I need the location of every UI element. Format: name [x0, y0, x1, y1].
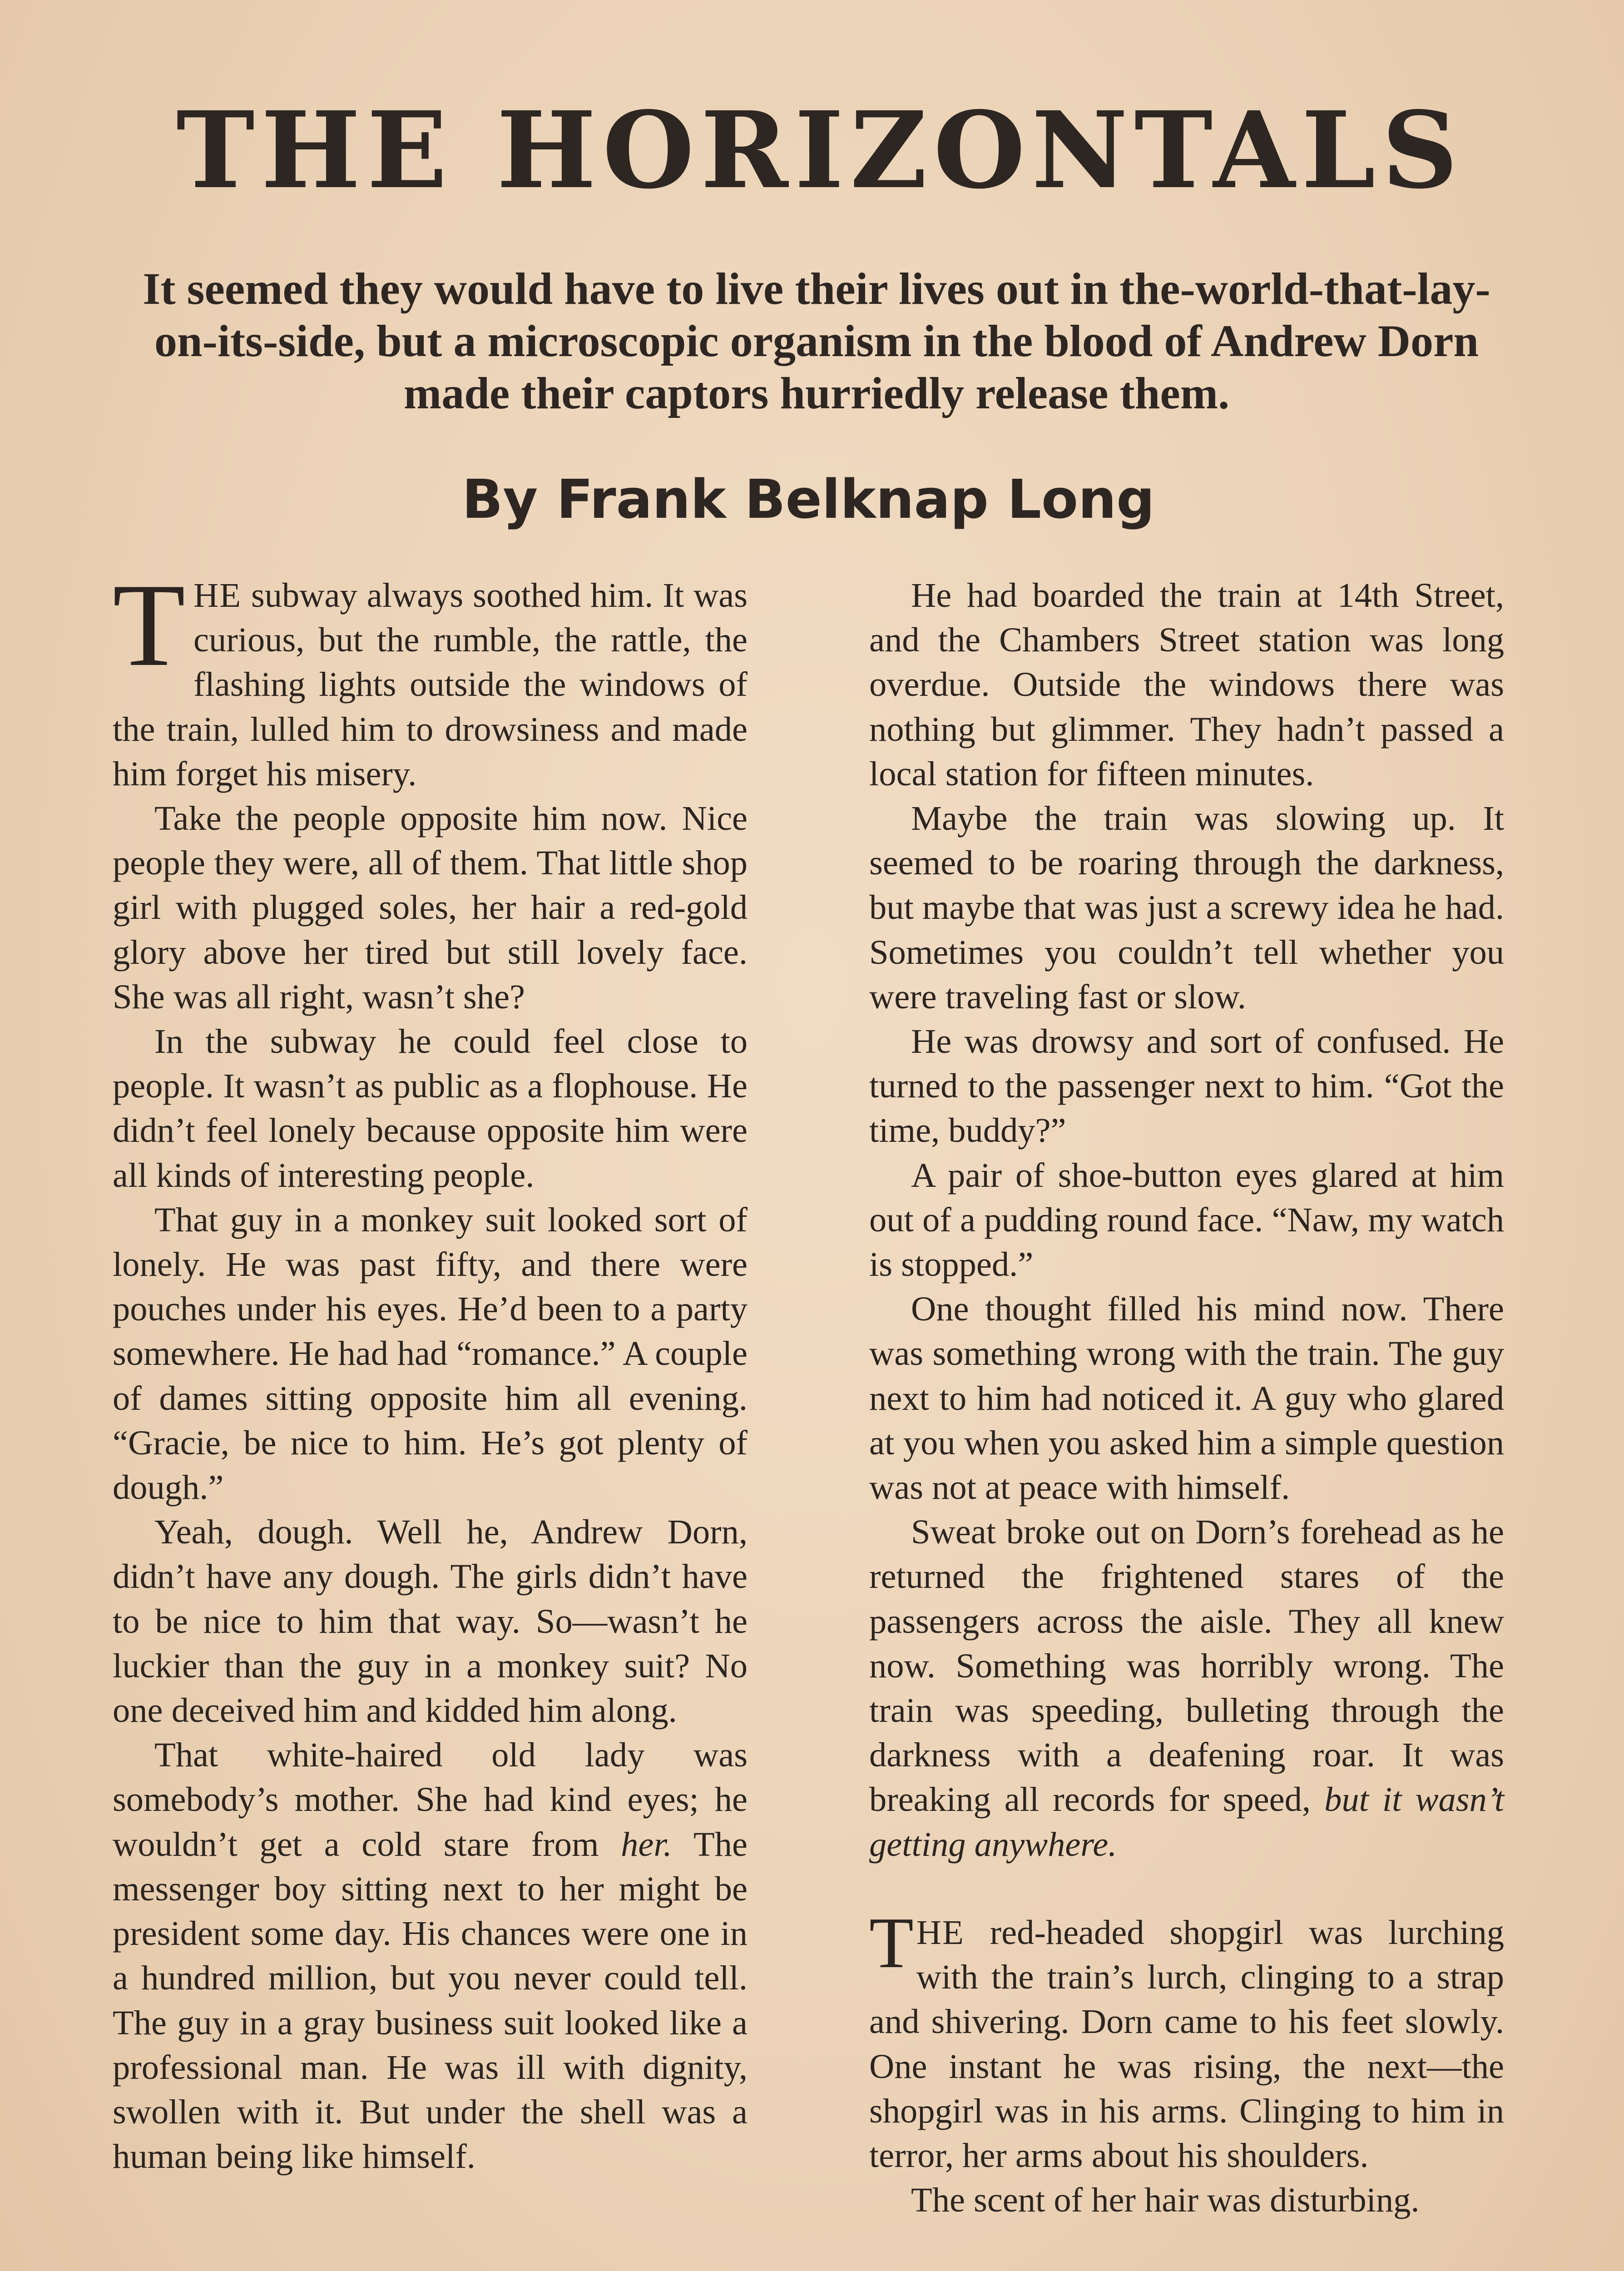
paragraph-text: That white-haired old lady was somebody’s mother. She had kind eyes; he wouldn’t get a cold stare from: [113, 1735, 748, 1864]
paragraph-text: Sweat broke out on Dorn’s forehead as he returned the frightened stares of the passengers across the aisle. They all knew now. Something was horribly wrong. The train was speeding, bulleting through the darkness with a deafening roar. It was breaking all records for speed,: [869, 1512, 1504, 1819]
paragraph: The scent of her hair was disturbing.: [911, 2181, 1420, 2220]
author-byline: By Frank Belknap Long: [462, 468, 1155, 531]
drop-cap: T: [869, 1902, 914, 1983]
text-columns: [113, 559, 1504, 2222]
italic-text: but it wasn’t getting anywhere.: [869, 1780, 1504, 1864]
paragraph: [113, 559, 748, 796]
left-column: [113, 559, 748, 2222]
paragraph: He had boarded the train at 14th Street, and the Chambers Street station was long overdue. Outside the windows there was nothing but glimmer. They hadn’t passed a local station for fifteen minutes.: [869, 576, 1504, 793]
paragraph: One thought filled his mind now. There was something wrong with the train. The guy next to him had noticed it. A guy who glared at you when you asked him a simple question was not at peace with himself.: [869, 1289, 1504, 1507]
drop-cap: T: [113, 559, 186, 691]
small-caps-lead: HE: [916, 1913, 965, 1952]
paragraph: A pair of shoe-button eyes glared at him out of a pudding round face. “Naw, my watch is stopped.”: [869, 1155, 1504, 1284]
paragraph-text: subway always soothed him. It was curious, but the rumble, the rattle, the flashing lights outside the windows of the train, lulled him to drowsiness and made him forget his misery.: [113, 576, 748, 793]
paragraph: He was drowsy and sort of confused. He turned to the passenger next to him. “Got the time, buddy?”: [869, 1022, 1504, 1150]
paragraph: [113, 1733, 748, 2179]
italic-text: her.: [621, 1825, 672, 1864]
right-column: [869, 573, 1504, 2222]
paragraph: In the subway he could feel close to people. It wasn’t as public as a flophouse. He didn’t feel lonely because opposite him were all kinds of interesting people.: [113, 1022, 748, 1195]
paragraph: [869, 1510, 1504, 1867]
story-subtitle: It seemed they would have to live their lives out in the-world-that-lay-on-its-side, but a microscopic organism in the blood of Andrew Dorn made their captors hurriedly release them.: [143, 263, 1490, 418]
paragraph: [869, 1902, 1504, 2178]
story-title: THE HORIZONTALS: [176, 88, 1465, 212]
paragraph: That guy in a monkey suit looked sort of lonely. He was past fifty, and there were pouches under his eyes. He’d been to a party somewhere. He had had “romance.” A couple of dames sitting opposite him all evening. “Gracie, be nice to him. He’s got plenty of dough.”: [113, 1200, 748, 1507]
section-break: [869, 1867, 1504, 1910]
paragraph: Yeah, dough. Well he, Andrew Dorn, didn’t have any dough. The girls didn’t have to be nice to him that way. So—wasn’t he luckier than the guy in a monkey suit? No one deceived him and kidded him along.: [113, 1512, 748, 1730]
paragraph-text: The messenger boy sitting next to her might be president some day. His chances were one in a hundred million, but you never could tell. The guy in a gray business suit looked like a professional man. He was ill with dignity, swollen with it. But under the shell was a human being like himself.: [113, 1825, 748, 2176]
paragraph: Take the people opposite him now. Nice people they were, all of them. That little shop girl with plugged soles, her hair a red-gold glory above her tired but still lovely face. She was all right, wasn’t she?: [113, 799, 748, 1016]
paragraph: Maybe the train was slowing up. It seemed to be roaring through the darkness, but maybe that was just a screwy idea he had. Sometimes you couldn’t tell whether you were traveling fast or slow.: [869, 799, 1504, 1016]
small-caps-lead: HE: [193, 576, 242, 615]
paragraph-text: red-headed shopgirl was lurching with the train’s lurch, clinging to a strap and shivering. Dorn came to his feet slowly. One instant he was rising, the next—the shopgirl was in his arms. Clinging to him in terror, her arms about his shoulders.: [869, 1913, 1504, 2175]
